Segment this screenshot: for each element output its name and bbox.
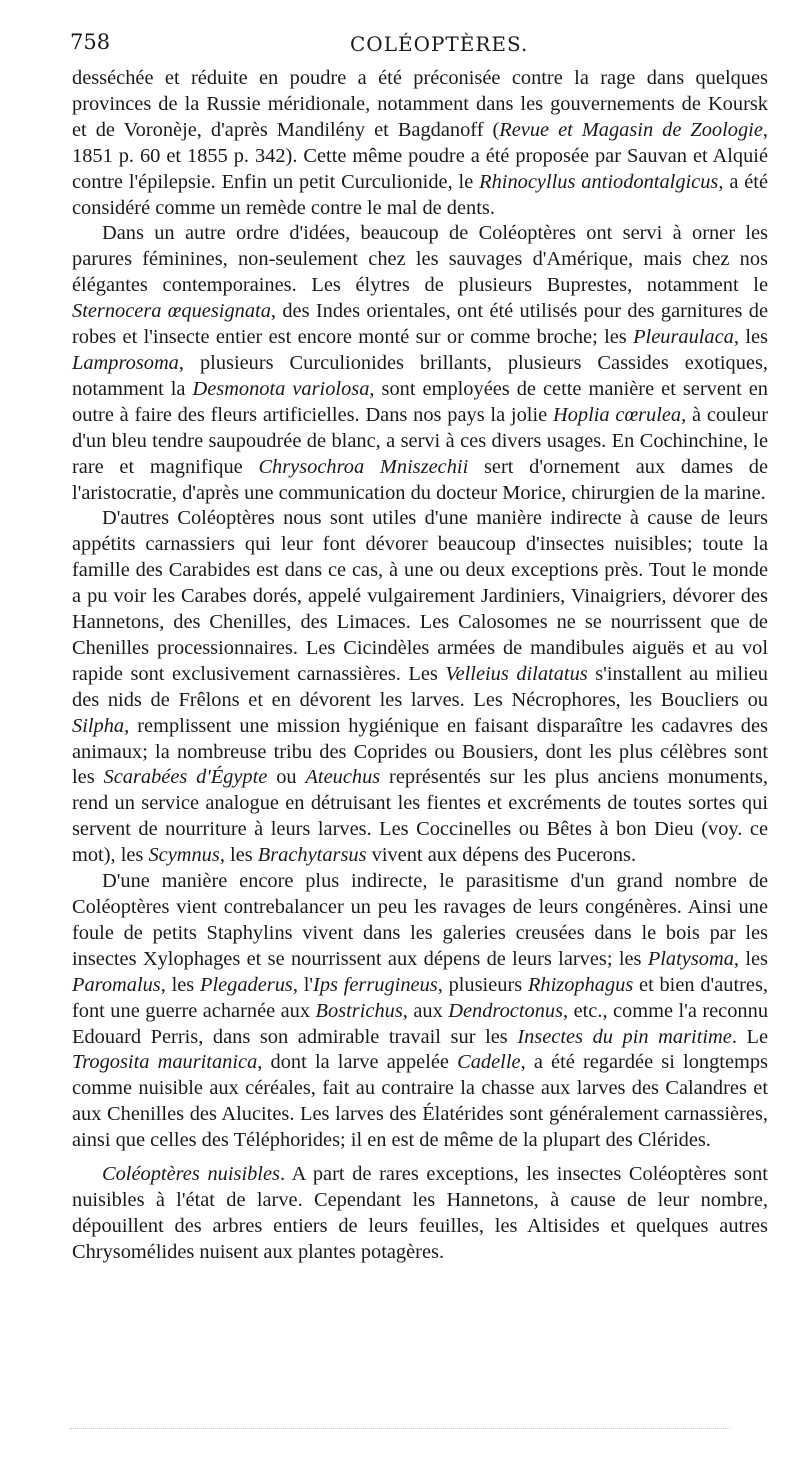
text-run: , 1851 p. 60 et 1855 p. 342). Cette même poudre a été proposée par Sauvan et Alquié contre l'épilepsie. Enfin un petit Curculionide, le: [72, 118, 768, 193]
page-header: [70, 30, 760, 58]
text-run: , a été considéré comme un remède contre le mal de dents.: [72, 170, 769, 219]
text-run: , dont la larve appelée: [257, 1051, 458, 1074]
italic-term: Brachytarsus: [257, 844, 367, 867]
paragraph-rage-remedy: [72, 66, 768, 221]
text-run: , les: [160, 973, 200, 996]
italic-term: Ips ferrugineus: [313, 973, 438, 996]
text-run: . Le: [731, 1025, 769, 1048]
footer-rule: [70, 1428, 730, 1430]
text-run: , l': [292, 973, 314, 996]
text-run: , plusieurs: [437, 973, 528, 996]
italic-term: Insectes du pin maritime: [517, 1025, 732, 1048]
italic-term: Rhizophagus: [527, 973, 634, 996]
italic-term: Silpha: [72, 714, 125, 737]
text-run: desséchée et réduite en poudre a été préconisée contre la rage dans quelques provinces de la Russie méridionale, notamment dans les gouvernements de Koursk et de Voronèje, d'après Mandilény et Bagdanoff (: [72, 67, 768, 141]
text-run: ou: [267, 766, 306, 789]
italic-term: Chrysochroa Mniszechii: [258, 455, 469, 478]
italic-term: Paromalus: [72, 973, 161, 996]
page-number: 758: [70, 30, 111, 54]
italic-term: Ateuchus: [305, 766, 381, 789]
text-run: D'autres Coléoptères nous sont utiles d'une manière indirecte à cause de leurs appétits carnassiers qui leur font dévorer beaucoup d'insectes nuisibles; toute la famille des Carabides est dans ce cas, à une ou deux exceptions près. Tout le monde a pu voir les Carabes dorés, appelé vulgairement Jardiniers, Vinaigriers, dévorer des Hannetons, des Chenilles, des Limaces. Les Calosomes ne se nourrissent que de Chenilles processionnaires. Les Cicindèles armées de mandibules aiguës et au vol rapide sont exclusivement carnassières. Les: [72, 507, 768, 685]
paragraph-harmful-beetles: [72, 1162, 768, 1266]
text-run: D'une manière encore plus indirecte, le parasitisme d'un grand nombre de Coléoptères vient contrebalancer un peu les ravages de leurs congénères. Ainsi une foule de petits Staphylins vivent dans les galeries creusées dans le bois par les insectes Xylophages et se nourrissent aux dépens de leurs larves; les: [72, 870, 768, 970]
italic-term: Rhinocyllus antiodontalgicus: [479, 170, 719, 193]
italic-term: Hoplia cœrulea: [552, 403, 682, 426]
text-run: , remplissent une mission hygiénique en faisant disparaître les cadavres des animaux; la nombreuse tribu des Coprides ou Bousiers, dont les plus célèbres sont les: [72, 714, 768, 789]
text-run: représentés sur les plus anciens monuments, rend un service analogue en détruisant les fientes et excréments de toutes sortes qui servent de nourriture à leurs larves. Les Coccinelles ou Bêtes à bon Dieu (voy. ce mot), les: [72, 766, 768, 867]
paragraph-parasitism: [72, 869, 768, 1154]
italic-term: Dendroctonus: [448, 999, 564, 1022]
italic-term: Lamprosoma: [72, 351, 179, 374]
text-run: , aux: [402, 999, 449, 1022]
text-run: , les: [733, 947, 768, 970]
text-run: , etc., comme l'a reconnu Edouard Perris, dans son admirable travail sur les: [72, 999, 769, 1048]
paragraph-ornaments: [72, 221, 768, 506]
text-run: , des Indes orientales, ont été utilisés pour des garnitures de robes et l'insecte entier est encore monté sur or comme broche; les: [72, 300, 769, 349]
italic-term: Coléoptères nuisibles: [102, 1163, 280, 1186]
text-run: sert d'ornement aux dames de l'aristocratie, d'après une communication du docteur Morice, chirurgien de la marine.: [72, 455, 768, 504]
italic-term: Platysoma: [647, 947, 734, 970]
italic-term: Cadelle: [457, 1051, 521, 1074]
italic-term: Velleius dilatatus: [445, 662, 588, 685]
text-run: s'installent au milieu des nids de Frêlons et en dévorent les larves. Les Nécrophores, les Boucliers ou: [72, 662, 768, 711]
text-run: vivent aux dépens des Pucerons.: [366, 844, 637, 867]
text-run: , les: [219, 844, 258, 867]
text-run: , plusieurs Curculionides brillants, plusieurs Cassides exotiques, notamment la: [72, 351, 768, 400]
italic-term: Plegaderus: [199, 973, 293, 996]
text-run: . A part de rares exceptions, les insectes Coléoptères sont nuisibles à l'état de larve. Cependant les Hannetons, à cause de leur nombre, dépouillent des arbres entiers de leurs feuilles, les Altisides et quelques autres Chrysomélides nuisent aux plantes potagères.: [72, 1163, 768, 1263]
running-title: COLÉOPTÈRES.: [350, 32, 529, 56]
text-run: et bien d'autres, font une guerre acharnée aux: [72, 973, 768, 1022]
text-run: , à couleur d'un bleu tendre saupoudrée de blanc, a servi à ces divers usages. En Cochinchine, le rare et magnifique: [72, 403, 768, 478]
italic-term: Trogosita mauritanica: [72, 1051, 258, 1074]
italic-term: Scarabées d'Égypte: [103, 766, 268, 789]
italic-term: Pleuraulaca: [633, 326, 734, 349]
text-run: Dans un autre ordre d'idées, beaucoup de Coléoptères ont servi à orner les parures féminines, non-seulement chez les sauvages d'Amérique, mais chez nos élégantes contemporaines. Les élytres de plusieurs Buprestes, notamment le: [72, 222, 768, 297]
italic-term: Scymnus: [148, 844, 220, 867]
text-run: , a été regardée si longtemps comme nuisible aux céréales, fait au contraire la chasse aux larves des Calandres et aux Chenilles des Alucites. Les larves des Élatérides sont généralement carnassières, ainsi que celles des Téléphorides; il en est de même de la plupart des Clérides.: [72, 1051, 768, 1152]
text-run: , les: [733, 326, 768, 349]
italic-term: Bostrichus: [315, 999, 403, 1022]
text-run: , sont employées de cette manière et servent en outre à faire des fleurs artificielles. Dans nos pays la jolie: [72, 377, 769, 426]
paragraph-carnivorous: [72, 506, 768, 869]
italic-term: Desmonota variolosa: [192, 377, 370, 400]
italic-term: Revue et Magasin de Zoologie: [499, 118, 763, 141]
body-text: [72, 66, 768, 1266]
italic-term: Sternocera œquesignata: [72, 300, 271, 323]
